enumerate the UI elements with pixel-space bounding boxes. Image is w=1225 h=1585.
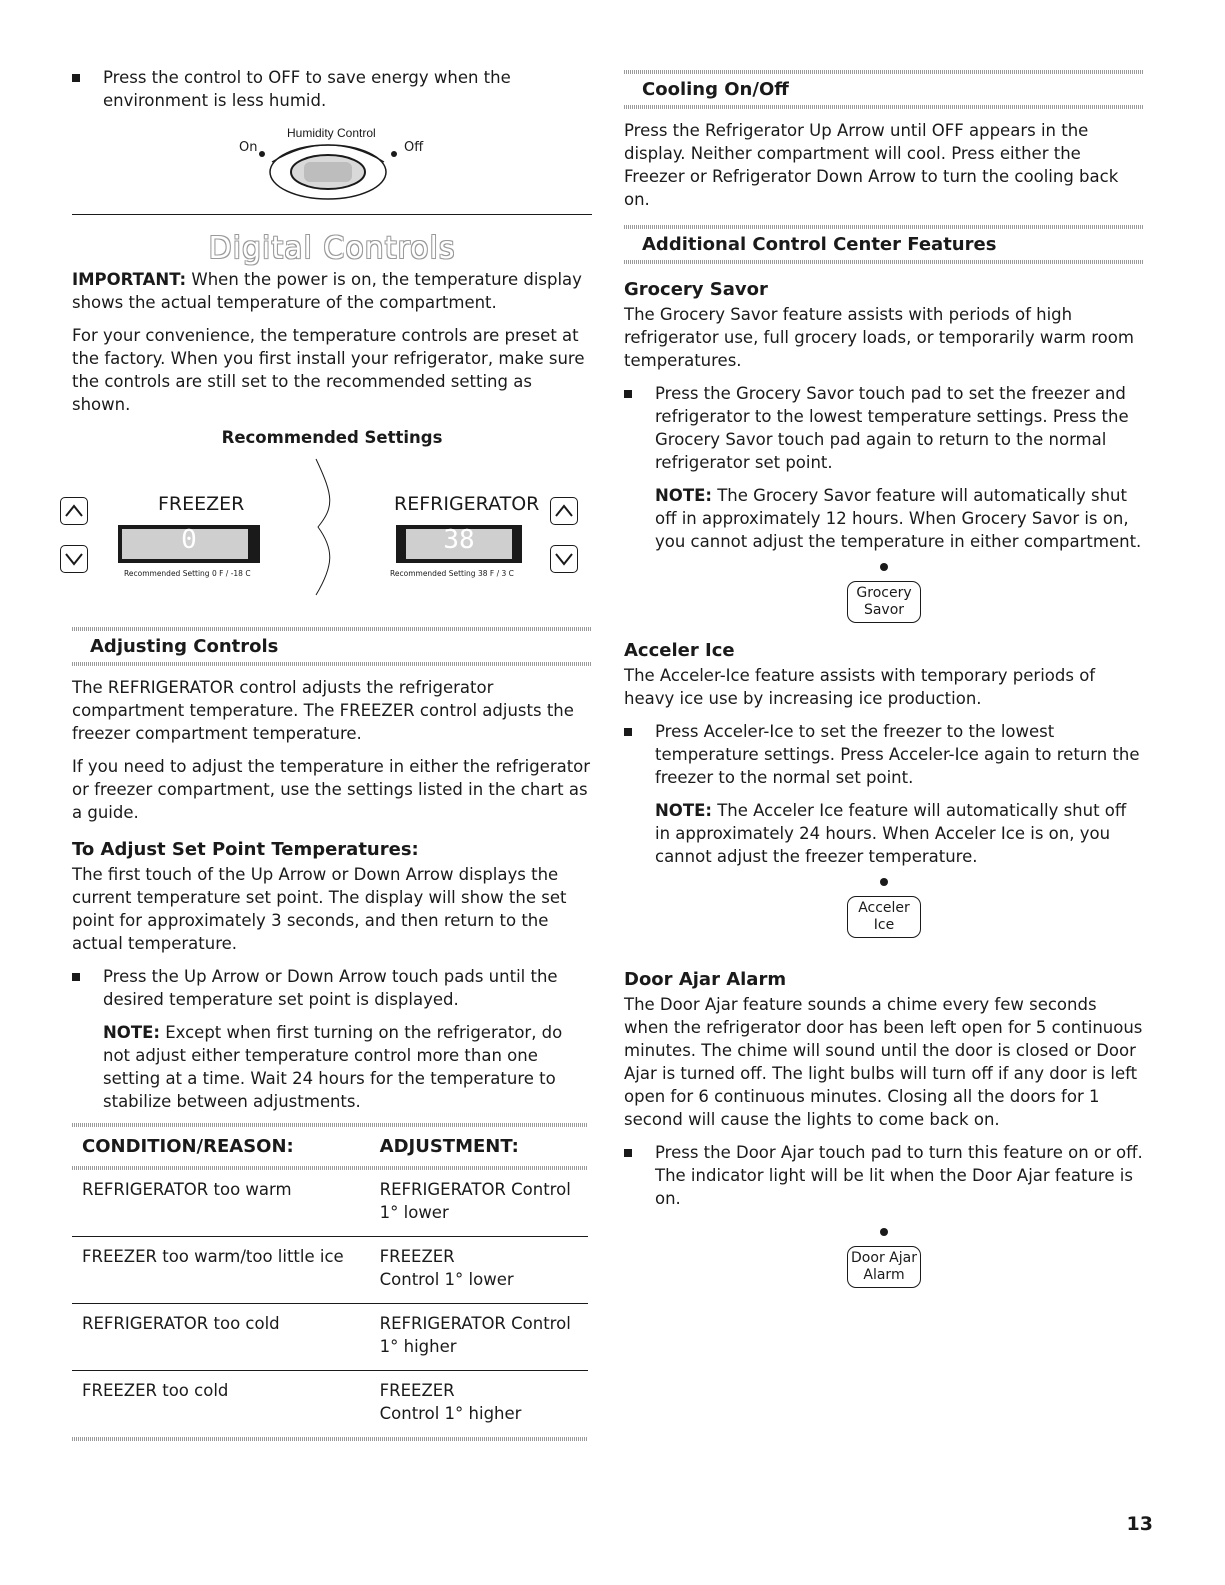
table-row [72, 1237, 588, 1304]
adjustment-line-1: REFRIGERATOR Control [379, 1180, 571, 1199]
bullet-square-icon [624, 1149, 632, 1157]
note-lead: NOTE: [655, 486, 712, 505]
humidity-control-figure [72, 122, 592, 202]
table-cell-condition: FREEZER too cold [82, 1381, 229, 1400]
acceler-ice-key-line-2: Ice [873, 917, 895, 933]
additional-features-banner [624, 225, 1144, 264]
refrigerator-display-value: 38 [443, 525, 475, 555]
bullet-square-icon [624, 390, 632, 398]
humidity-on-label: On [239, 140, 258, 155]
important-paragraph [72, 268, 592, 314]
freezer-label: FREEZER [158, 493, 245, 515]
table-header [72, 1127, 588, 1166]
table-cell-condition: REFRIGERATOR too warm [82, 1180, 292, 1199]
table-cell-adjustment [380, 1379, 588, 1425]
refrigerator-caption: Recommended Setting 38 F / 3 C [390, 569, 514, 578]
freezer-display [118, 525, 260, 563]
door-ajar-paragraph: The Door Ajar feature sounds a chime every few seconds when the refrigerator door has been left open for 5 continuous minutes. The chime will sound until the door is closed or Door Ajar is turned off. The light bulbs will turn off if any door is left open for 6 continuous minutes. Closing all the doors for 1 second will cause the lights to come back on. [624, 995, 1143, 1129]
grocery-savor-key-line-1: Grocery [856, 585, 912, 601]
door-ajar-bullet [624, 1141, 1144, 1210]
freezer-display-value: 0 [181, 525, 197, 555]
table-row [72, 1371, 588, 1437]
adjustment-line-2: 1° higher [379, 1337, 457, 1356]
grocery-savor-heading: Grocery Savor [624, 279, 768, 300]
refrigerator-label: REFRIGERATOR [394, 493, 540, 515]
grocery-savor-key-line-2: Savor [863, 602, 905, 618]
cooling-paragraph: Press the Refrigerator Up Arrow until OFF appears in the display. Neither compartment will cool. Press either the Freezer or Refrigerator Down Arrow to turn the cooling back on. [624, 121, 1119, 209]
adjustment-line-2: Control 1° higher [379, 1404, 522, 1423]
table-row [72, 1170, 588, 1237]
cooling-banner [624, 70, 1144, 109]
refrigerator-down-arrow-icon [550, 545, 578, 573]
setpoint-bullet [72, 965, 592, 1011]
refrigerator-display [396, 525, 522, 563]
grocery-savor-key [847, 581, 921, 623]
table-header-adjustment: ADJUSTMENT: [379, 1136, 519, 1157]
table-cell-condition: REFRIGERATOR too cold [82, 1314, 280, 1333]
indicator-light-icon [880, 1228, 888, 1236]
humidity-dial-icon [232, 140, 432, 202]
indicator-light-icon [880, 563, 888, 571]
note-text: The Acceler Ice feature will automatically shut off in approximately 24 hours. When Acceler Ice is on, you cannot adjust the freezer temperature. [655, 801, 1127, 866]
adjustment-line-2: 1° lower [379, 1203, 449, 1222]
table-row [72, 1304, 588, 1371]
bullet-square-icon [624, 728, 632, 736]
note-text: Except when first turning on the refrigerator, do not adjust either temperature control more than one setting at a time. Wait 24 hours for the temperature to stabilize between adjustments. [103, 1023, 563, 1111]
important-text: When the power is on, the temperature display shows the actual temperature of the compartment. [72, 270, 582, 312]
table-body [72, 1170, 588, 1437]
acceler-ice-bullet-text: Press Acceler-Ice to set the freezer to the lowest temperature settings. Press Acceler-Ice again to return the freezer to the normal set point. [655, 722, 1140, 787]
setpoint-heading: To Adjust Set Point Temperatures: [72, 839, 419, 860]
recommended-settings-title: Recommended Settings [221, 428, 443, 447]
recommended-settings-figure [72, 455, 592, 615]
adjustment-line-1: FREEZER [379, 1381, 455, 1400]
page-number: 13 [1126, 1513, 1153, 1535]
note-lead: NOTE: [655, 801, 712, 820]
humidity-figure-title: Humidity Control [287, 126, 376, 140]
acceler-ice-heading: Acceler Ice [624, 640, 735, 661]
acceler-ice-bullet [624, 720, 1144, 789]
freezer-caption: Recommended Setting 0 F / -18 C [124, 569, 251, 578]
important-lead: IMPORTANT: [72, 270, 187, 289]
table-cell-adjustment [380, 1312, 588, 1358]
adjusting-controls-title: Adjusting Controls [90, 636, 279, 657]
grocery-savor-bullet-text: Press the Grocery Savor touch pad to set the freezer and refrigerator to the lowest temperature settings. Press the Grocery Savor touch pad again to return to the normal refrigerator set point. [655, 384, 1129, 472]
cooling-title: Cooling On/Off [642, 79, 789, 100]
adjustment-line-1: FREEZER [379, 1247, 455, 1266]
setpoint-bullet-text: Press the Up Arrow or Down Arrow touch pads until the desired temperature set point is displayed. [103, 967, 558, 1009]
grocery-savor-paragraph: The Grocery Savor feature assists with periods of high refrigerator use, full grocery loads, or temporarily warm room temperatures. [624, 305, 1134, 370]
door-ajar-heading: Door Ajar Alarm [624, 969, 787, 990]
bullet-square-icon [72, 973, 80, 981]
grocery-savor-note [624, 484, 1144, 553]
adjustment-table [72, 1123, 588, 1441]
door-ajar-key-line-1: Door Ajar [851, 1250, 917, 1266]
adjusting-paragraph-1: The REFRIGERATOR control adjusts the refrigerator compartment temperature. The FREEZER control adjusts the freezer compartment temperature. [72, 678, 574, 743]
bullet-square-icon [72, 74, 80, 82]
acceler-ice-paragraph: The Acceler-Ice feature assists with temporary periods of heavy ice use by increasing ice production. [624, 666, 1096, 708]
door-ajar-key [847, 1246, 921, 1288]
setpoint-paragraph: The first touch of the Up Arrow or Down Arrow displays the current temperature set point. The display will show the set point for approximately 3 seconds, and then return to the actual temperature. [72, 865, 567, 953]
section-divider [72, 214, 592, 215]
refrigerator-up-arrow-icon [550, 497, 578, 525]
acceler-ice-note [624, 799, 1144, 868]
adjustment-line-1: REFRIGERATOR Control [379, 1314, 571, 1333]
table-cell-adjustment [380, 1245, 588, 1291]
freezer-down-arrow-icon [60, 545, 88, 573]
left-column [72, 66, 592, 1441]
adjustment-line-2: Control 1° lower [379, 1270, 514, 1289]
right-column [624, 70, 1144, 1288]
door-ajar-bullet-text: Press the Door Ajar touch pad to turn this feature on or off. The indicator light will be lit when the Door Ajar feature is on. [655, 1143, 1143, 1208]
brace-divider-icon [312, 457, 342, 597]
acceler-ice-key [847, 896, 921, 938]
adjusting-paragraph-2: If you need to adjust the temperature in either the refrigerator or freezer compartment, use the settings listed in the chart as a guide. [72, 757, 591, 822]
humidity-bullet [72, 66, 592, 112]
door-ajar-key-line-2: Alarm [863, 1267, 905, 1283]
indicator-light-icon [880, 878, 888, 886]
humidity-off-label: Off [404, 140, 424, 155]
freezer-up-arrow-icon [60, 497, 88, 525]
grocery-savor-bullet [624, 382, 1144, 474]
note-lead: NOTE: [103, 1023, 160, 1042]
setpoint-note [72, 1021, 592, 1113]
table-header-condition: CONDITION/REASON: [82, 1136, 294, 1157]
adjusting-controls-banner [72, 627, 592, 666]
additional-features-title: Additional Control Center Features [642, 234, 997, 255]
convenience-paragraph: For your convenience, the temperature controls are preset at the factory. When you first install your refrigerator, make sure the controls are still set to the recommended setting as shown. [72, 326, 585, 414]
table-cell-adjustment [380, 1178, 588, 1224]
note-text: The Grocery Savor feature will automatically shut off in approximately 12 hours. When Grocery Savor is on, you cannot adjust the temperature in either compartment. [655, 486, 1142, 551]
humidity-bullet-text: Press the control to OFF to save energy when the environment is less humid. [103, 68, 511, 110]
acceler-ice-key-line-1: Acceler [858, 900, 910, 916]
digital-controls-title: Digital Controls [208, 231, 456, 266]
table-cell-condition: FREEZER too warm/too little ice [82, 1247, 344, 1266]
